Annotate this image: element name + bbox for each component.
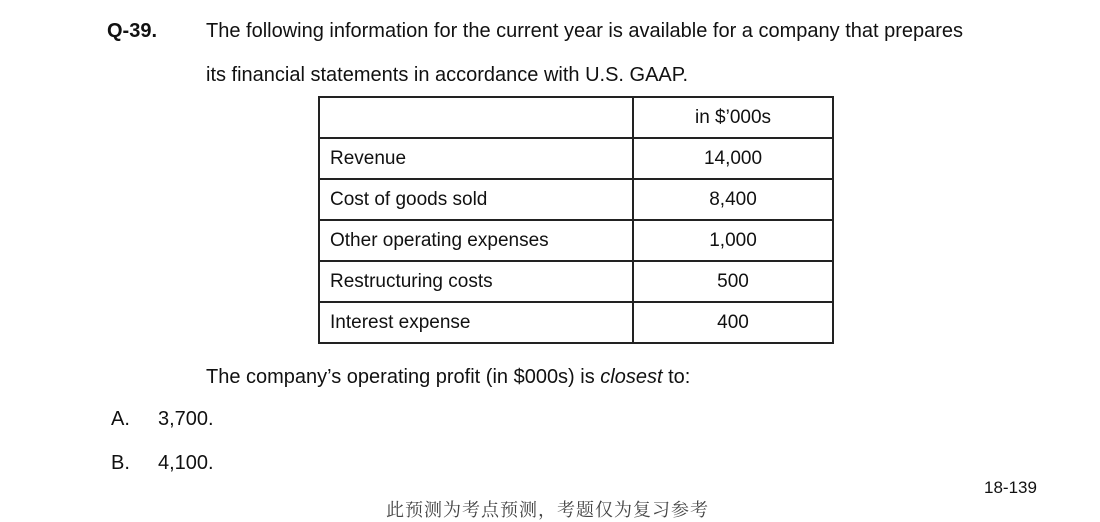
footer-note: 此预测为考点预测，考题仅为复习参考	[386, 500, 709, 520]
table-row	[319, 179, 833, 220]
row-value: 1,000	[633, 220, 833, 261]
row-value: 14,000	[633, 138, 833, 179]
row-label: Other operating expenses	[319, 220, 633, 261]
row-value: 400	[633, 302, 833, 343]
row-value: 500	[633, 261, 833, 302]
table-header-unit: in $’000s	[633, 97, 833, 138]
financial-data-table	[318, 96, 834, 344]
question-stem-line-1: The following information for the current year is available for a company that prepares	[206, 20, 964, 42]
choice-a-letter[interactable]: A.	[111, 408, 130, 430]
row-label: Revenue	[319, 138, 633, 179]
prompt-text-end: to:	[662, 366, 691, 388]
prompt-emphasis: closest	[600, 366, 663, 388]
row-label: Restructuring costs	[319, 261, 633, 302]
page-number: 18-139	[984, 478, 1037, 497]
prompt-text-start: The company’s operating profit (in $000s) is	[206, 366, 601, 388]
row-label: Cost of goods sold	[319, 179, 633, 220]
table-header-label	[319, 97, 633, 138]
choice-b-text[interactable]: 4,100.	[158, 452, 214, 474]
row-value: 8,400	[633, 179, 833, 220]
choice-a-text[interactable]: 3,700.	[158, 408, 214, 430]
row-label: Interest expense	[319, 302, 633, 343]
table-row	[319, 220, 833, 261]
table-row	[319, 138, 833, 179]
table-row	[319, 302, 833, 343]
choice-b-letter[interactable]: B.	[111, 452, 130, 474]
question-number: Q-39.	[107, 20, 158, 42]
table-row	[319, 261, 833, 302]
question-stem-line-2: its financial statements in accordance with U.S. GAAP.	[206, 64, 689, 86]
table-header-row	[319, 97, 833, 138]
question-prompt	[206, 366, 690, 389]
